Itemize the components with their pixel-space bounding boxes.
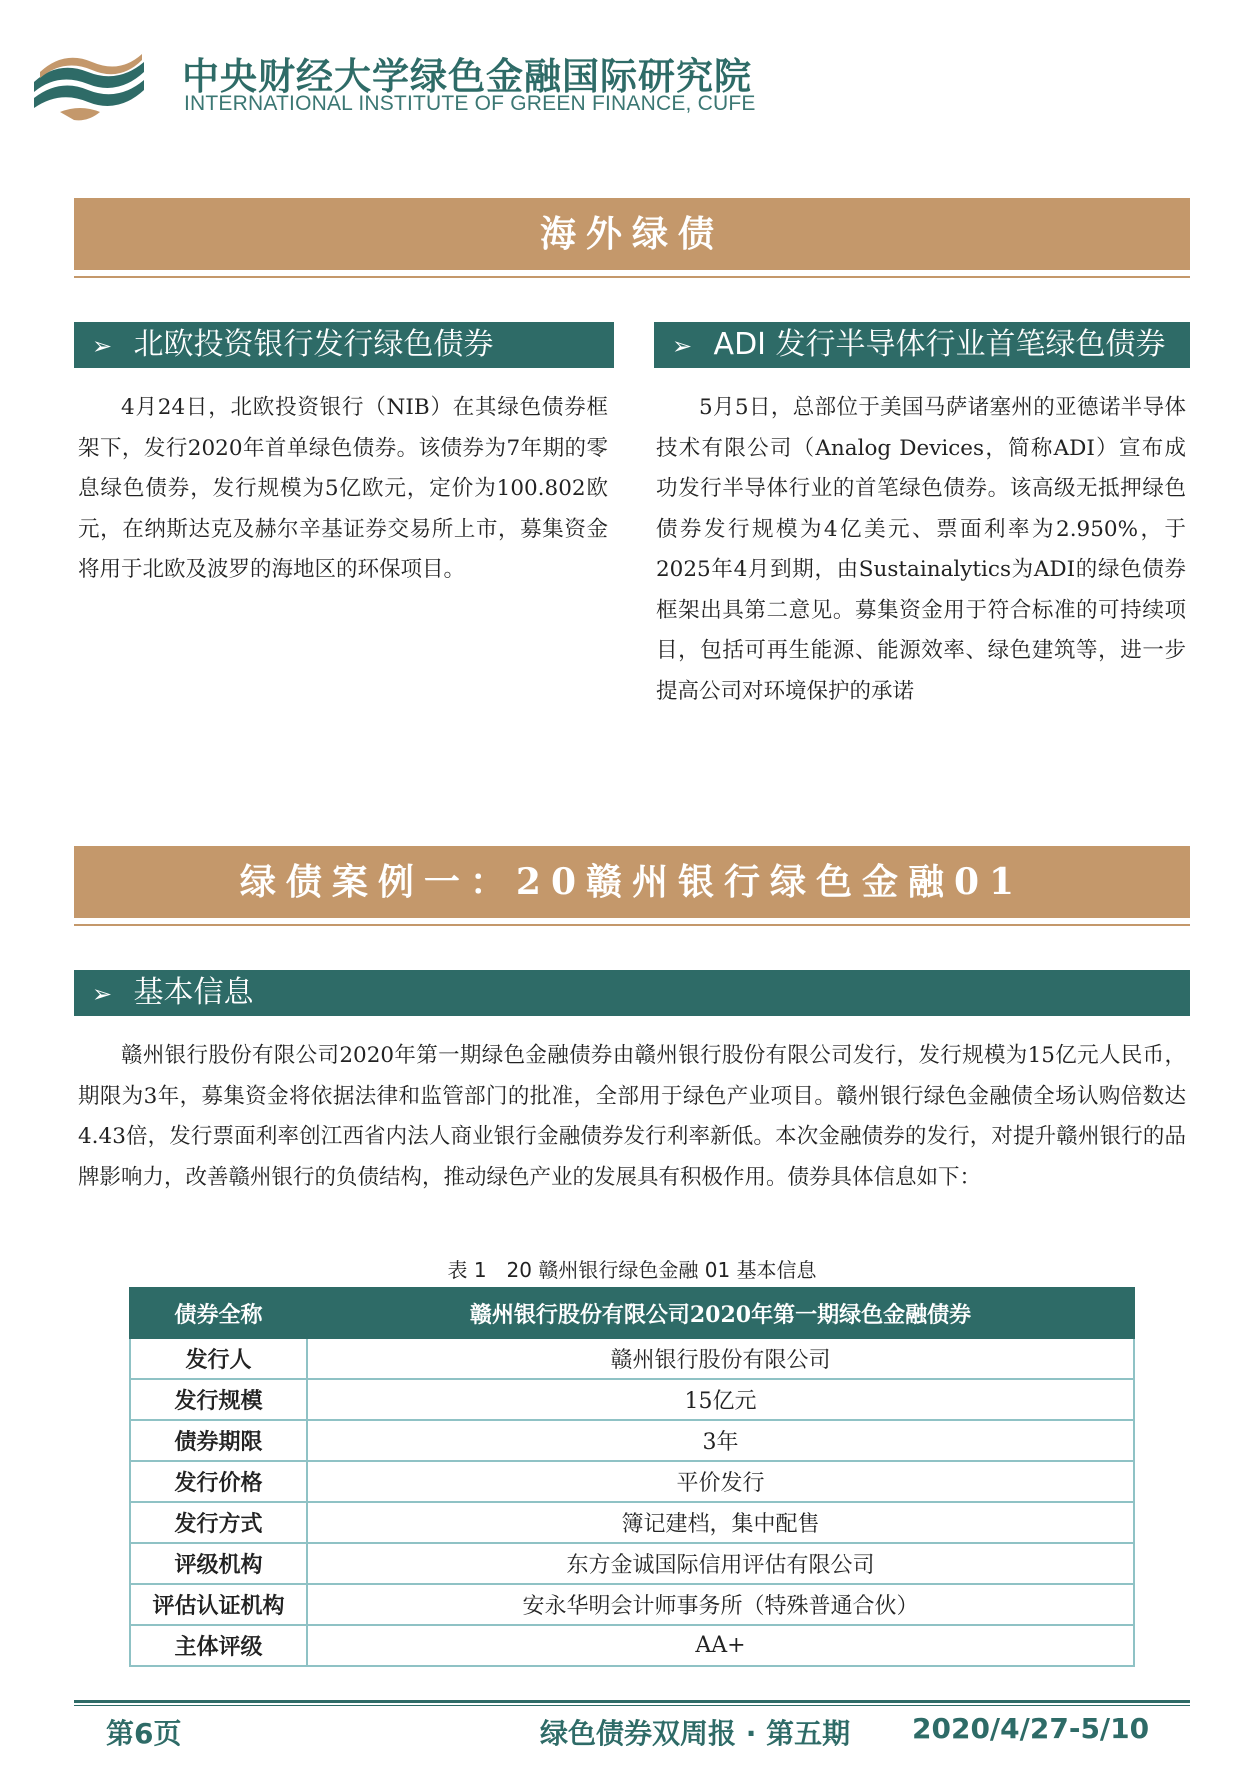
case-paragraph-text: 赣州银行股份有限公司2020年第一期绿色金融债券由赣州银行股份有限公司发行，发行规模为15亿元人民币，期限为3年，募集资金将依据法律和监管部门的批准，全部用于绿色产业项目。赣州银行绿色金融债全场认购倍数达4.43倍，发行票面利率创江西省内法人商业银行金融债券发行利率新低。本次金融债券的发行，对提升赣州银行的品牌影响力，改善赣州银行的负债结构，推动绿色产业的发展具有积极作用。债券具体信息如下：: [78, 1043, 1186, 1190]
org-name-cn: 中央财经大学绿色金融国际研究院: [182, 55, 752, 98]
section-banner-overseas: 海外绿债: [74, 198, 1190, 270]
iigf-logo-icon: [30, 42, 148, 124]
table-cell-value: 15亿元: [307, 1379, 1134, 1420]
table-cell-key: 评估认证机构: [130, 1584, 307, 1625]
table-row: [130, 1379, 1134, 1420]
subheading-adi-label: ADI 发行半导体行业首笔绿色债券: [713, 327, 1166, 362]
table-cell-key: 发行价格: [130, 1461, 307, 1502]
banner-underline: [74, 924, 1190, 926]
table-cell-key: 发行人: [130, 1338, 307, 1379]
table-cell-value: 3年: [307, 1420, 1134, 1461]
table-cell-value: 平价发行: [307, 1461, 1134, 1502]
table-cell-key: 发行规模: [130, 1379, 307, 1420]
subheading-basic-info: [74, 970, 1190, 1016]
table-row: [130, 1420, 1134, 1461]
subheading-nib: [74, 322, 614, 368]
table-cell-value: AA+: [307, 1625, 1134, 1666]
nib-paragraph-text: 4月24日，北欧投资银行（NIB）在其绿色债券框架下，发行2020年首单绿色债券。该债券为7年期的零息绿色债券，发行规模为5亿欧元，定价为100.802欧元，在纳斯达克及赫尔辛基证券交易所上市，募集资金将用于北欧及波罗的海地区的环保项目。: [78, 395, 608, 582]
bond-info-table: [129, 1287, 1135, 1667]
banner-underline: [74, 276, 1190, 278]
subheading-basic-info-label: 基本信息: [133, 975, 254, 1010]
date-range: 2020/4/27-5/10: [912, 1712, 1150, 1745]
table-cell-value: 安永华明会计师事务所（特殊普通合伙）: [307, 1584, 1134, 1625]
arrow-bullet-icon: ➢: [91, 332, 113, 360]
publication-title: 绿色债券双周报 · 第五期: [540, 1717, 851, 1750]
adi-paragraph-text: 5月5日，总部位于美国马萨诸塞州的亚德诺半导体技术有限公司（Analog Devices，简称ADI）宣布成功发行半导体行业的首笔绿色债券。该高级无抵押绿色债券发行规模为4亿美元、票面利率为2.950%，于2025年4月到期，由Sustainalytics为ADI的绿色债券框架出具第二意见。募集资金用于符合标准的可持续项目，包括可再生能源、能源效率、绿色建筑等，进一步提高公司对环境保护的承诺: [656, 395, 1186, 704]
table-row: [130, 1543, 1134, 1584]
footer-rule: [74, 1705, 1190, 1706]
table-row: [130, 1625, 1134, 1666]
adi-paragraph: [656, 388, 1186, 712]
table-cell-value: 赣州银行股份有限公司: [307, 1338, 1134, 1379]
table-cell-key: 发行方式: [130, 1502, 307, 1543]
table-header-row: [130, 1288, 1134, 1338]
subheading-adi: [654, 322, 1190, 368]
arrow-bullet-icon: ➢: [91, 980, 113, 1008]
footer-rule: [74, 1700, 1190, 1703]
case-paragraph: [78, 1036, 1186, 1198]
table-header-key: 债券全称: [130, 1288, 307, 1338]
section-banner-case: 绿债案例一：20赣州银行绿色金融01: [74, 846, 1190, 918]
table-caption: 表 1 20 赣州银行绿色金融 01 基本信息: [447, 1258, 817, 1282]
table-cell-value: 簿记建档，集中配售: [307, 1502, 1134, 1543]
table-header-value: 赣州银行股份有限公司2020年第一期绿色金融债券: [307, 1288, 1134, 1338]
subheading-nib-label: 北欧投资银行发行绿色债券: [133, 327, 494, 362]
table-row: [130, 1502, 1134, 1543]
page-number: 第6页: [106, 1717, 182, 1750]
arrow-bullet-icon: ➢: [671, 332, 693, 360]
nib-paragraph: [78, 388, 608, 591]
table-row: [130, 1584, 1134, 1625]
table-cell-key: 债券期限: [130, 1420, 307, 1461]
table-row: [130, 1461, 1134, 1502]
org-name-en: INTERNATIONAL INSTITUTE OF GREEN FINANCE, CUFE: [184, 92, 756, 115]
table-cell-key: 主体评级: [130, 1625, 307, 1666]
table-cell-value: 东方金诚国际信用评估有限公司: [307, 1543, 1134, 1584]
table-cell-key: 评级机构: [130, 1543, 307, 1584]
table-row: [130, 1338, 1134, 1379]
